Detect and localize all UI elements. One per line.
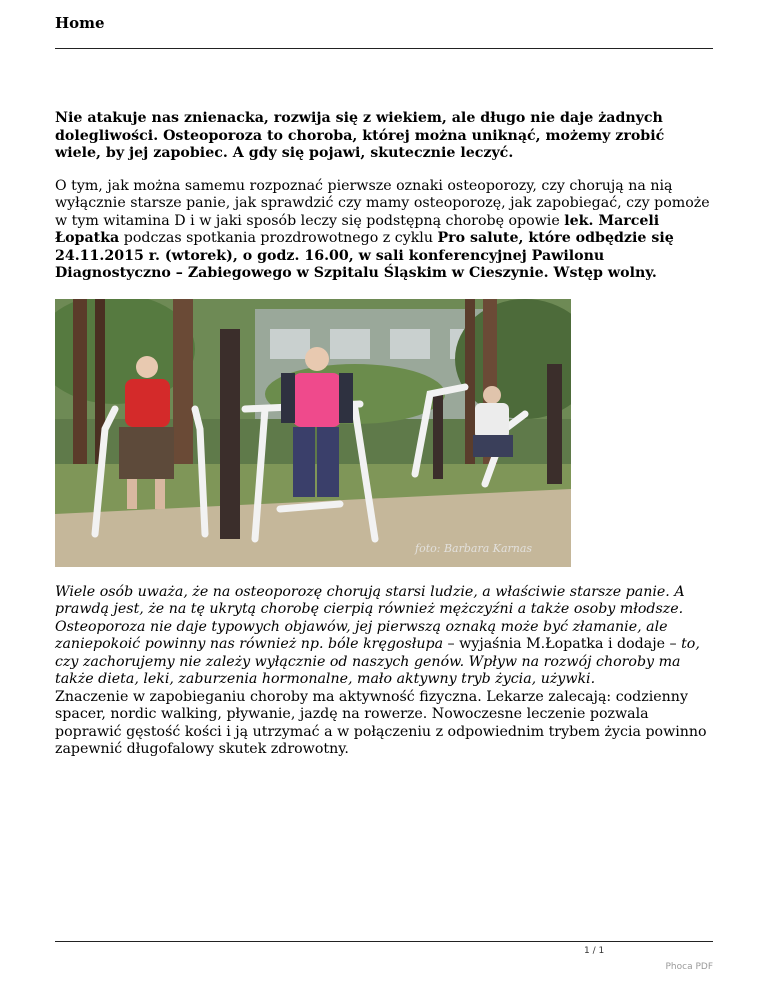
page-number: 1 / 1: [584, 946, 605, 956]
article-intro: [55, 178, 715, 283]
svg-text:foto: Barbara Karnas: foto: Barbara Karnas: [415, 541, 533, 555]
article-content: [55, 110, 715, 759]
paragraph-prevention: Znaczenie w zapobieganiu choroby ma aktywność fizyczna. Lekarze zalecają: codzienny spacer, nordic walking, pływanie, jazdę na rowerze. Nowoczesne leczenie pozwala poprawić gęstość kości i ją utrzymać a w połączeniu z odpowiednim trybem życia powinno zapewnić długofalowy skutek zdrowotny.: [55, 688, 707, 757]
article-lead: Nie atakuje nas znienacka, rozwija się z wiekiem, ale długo nie daje żadnych dolegliwości. Osteoporoza to choroba, której można uniknąć, możemy zrobić wiele, by jej zapobiec. A gdy się pojawi, skutecznie leczyć.: [55, 110, 665, 161]
generator-link[interactable]: Phoca PDF: [665, 962, 713, 972]
intro-text-1: O tym, jak można samemu rozpoznać pierwsze oznaki osteoporozy, czy chorują na nią wyłącznie starsze panie, jak sprawdzić czy mamy osteoporozę, jak zapobiegać, czy pomoże w tym witamina D i w jaki sposób leczy się podstępną chorobę opowie: [55, 177, 710, 229]
intro-event-details: Pro salute, które odbędzie się 24.11.2015 r. (wtorek), o godz. 16.00, w sali konferencyjnej Pawilonu Diagnostyczno – Zabiegowego w Szpitalu Śląskim w Cieszynie. Wstęp wolny.: [55, 230, 674, 281]
footer-divider: [55, 941, 713, 942]
attribution-text: – wyjaśnia M.Łopatka i dodaje –: [443, 636, 682, 652]
quote-part-2: to, czy zachorujemy nie zależy wyłącznie od naszych genów. Wpływ na rozwój choroby ma także dieta, leki, zaburzenia hormonalne, mało aktywny tryb życia, używki.: [55, 636, 700, 687]
quote-part-1: Wiele osób uważa, że na osteoporozę chorują starsi ludzie, a właściwie starsze panie. A prawdą jest, że na tę ukrytą chorobę cierpią również mężczyźni a także osoby młodsze. Osteoporoza nie daje typowych objawów, jej pierwszą oznaką może być złamanie, ale zaniepokoić powinny nas również np. bóle kręgosłupa: [55, 583, 685, 652]
article-photo: [55, 299, 571, 567]
intro-text-2: podczas spotkania prozdrowotnego z cyklu: [119, 230, 438, 246]
page-header-title: Home: [55, 14, 105, 32]
header-divider: [55, 48, 713, 49]
article-body: [55, 584, 715, 759]
intro-doctor-name: lek. Marceli Łopatka: [55, 212, 660, 246]
